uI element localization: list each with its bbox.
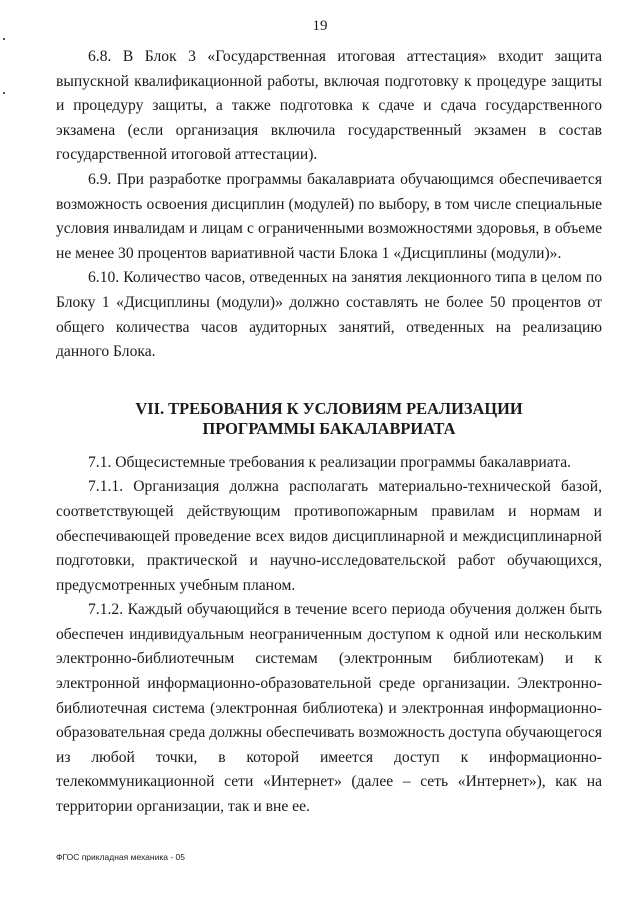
scan-mark	[3, 92, 5, 94]
heading-spacer	[56, 439, 602, 451]
paragraph-6-10: 6.10. Количество часов, отведенных на занятия лекционного типа в целом по Блоку 1 «Дисциплины (модули)» должно составлять не более 50 процентов от общего количества часов аудиторных занятий, отведенных на реализацию данного Блока.	[56, 269, 602, 361]
scan-mark	[3, 38, 5, 40]
paragraph-6-8: 6.8. В Блок 3 «Государственная итоговая аттестация» входит защита выпускной квалификационной работы, включая подготовку к процедуре защиты и процедуру защиты, а также подготовка к сдаче и сдача государственного экзамена (если организация включила государственный экзамен в состав государственной итоговой аттестации).	[56, 48, 602, 164]
page-footer: ФГОС прикладная механика - 05	[56, 852, 185, 862]
paragraph-7-1-2: 7.1.2. Каждый обучающийся в течение всего периода обучения должен быть обеспечен индивидуальным неограниченным доступом к одной или нескольким электронно-библиотечным системам (электронным библиотекам) и к электронной информационно-образовательной среде организации. Электронно-библиотечная система (электронная библиотека) и электронная информационно-образовательная среда должны обеспечивать возможность доступа обучающегося из любой точки, в которой имеется доступ к информационно-телекоммуникационной сети «Интернет» (далее – сеть «Интернет»), как на территории организации, так и вне ее.	[56, 601, 602, 816]
document-body	[56, 45, 602, 820]
page-number: 19	[312, 18, 328, 34]
section-spacer	[56, 365, 602, 399]
section-heading: VII. ТРЕБОВАНИЯ К УСЛОВИЯМ РЕАЛИЗАЦИИ ПРОГРАММЫ БАКАЛАВРИАТА	[135, 398, 523, 438]
paragraph-7-1: 7.1. Общесистемные требования к реализации программы бакалавриата.	[88, 453, 572, 471]
paragraph-6-9: 6.9. При разработке программы бакалавриата обучающимся обеспечивается возможность освоения дисциплин (модулей) по выбору, в том числе специальные условия инвалидам и лицам с ограниченными возможностями здоровья, в объеме не менее 30 процентов вариативной части Блока 1 «Дисциплины (модули)».	[56, 170, 602, 262]
paragraph-7-1-1: 7.1.1. Организация должна располагать материально-технической базой, соответствующей действующим противопожарным правилам и нормам и обеспечивающей проведение всех видов дисциплинарной и междисциплинарной подготовки, практической и научно-исследовательской работ обучающихся, предусмотренных учебным планом.	[56, 478, 602, 594]
